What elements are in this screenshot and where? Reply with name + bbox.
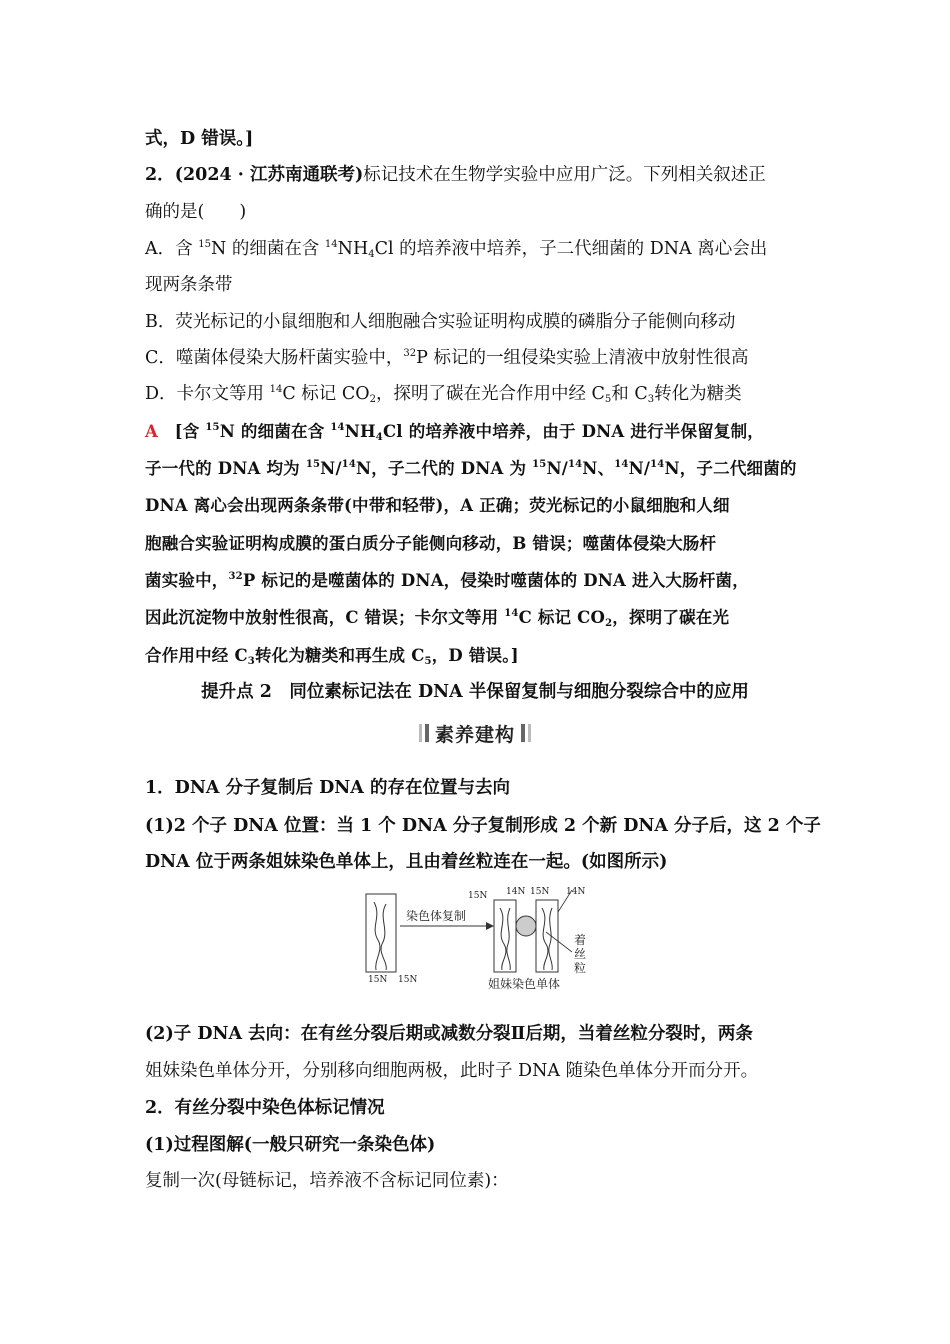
answer-line-7 <box>145 644 810 668</box>
option-c <box>145 346 810 370</box>
pointer-line <box>546 932 572 952</box>
heading-text: 1．DNA 分子复制后 DNA 的存在位置与去向 <box>145 778 510 798</box>
text-line <box>145 127 810 151</box>
superscript: 15 <box>198 239 211 250</box>
answer-text: 菌实验中， <box>145 571 229 590</box>
heading-text: 提升点 2 同位素标记法在 DNA 半保留复制与细胞分裂综合中的应用 <box>201 682 749 702</box>
chromosome-replication-figure <box>360 882 600 994</box>
option-a-line-1 <box>145 237 810 261</box>
answer-text: ，探明了碳在光 <box>612 608 730 627</box>
superscript: 14 <box>504 608 519 619</box>
sister-chromatid-label: 姐妹染色单体 <box>488 977 561 991</box>
label-15n: 15N <box>368 975 388 985</box>
figure-svg <box>360 882 600 994</box>
centromere-label: 丝 <box>574 947 587 961</box>
option-text: P 标记的一组侵染实验上清液中放射性很高 <box>416 348 749 368</box>
paragraph-text: DNA 位于两条姐妹染色单体上，且由着丝粒连在一起。(如图所示) <box>145 852 668 872</box>
answer-text: ，D 错误。] <box>431 646 519 665</box>
dna-strand <box>500 908 506 970</box>
answer-text: Cl 的培养液中培养，由于 DNA 进行半保留复制， <box>382 422 764 441</box>
paragraph-text: (1)2 个子 DNA 位置：当 1 个 DNA 分子复制形成 2 个新 DNA 分子后，这 2 个子 <box>145 816 821 836</box>
subscript: 2 <box>605 618 613 629</box>
question-text: 标记技术在生物学实验中应用广泛。下列相关叙述正 <box>363 165 766 185</box>
option-text: 转化为糖类 <box>654 384 742 404</box>
paragraph-text: 复制一次(母链标记，培养液不含标记同位素)： <box>145 1171 509 1191</box>
answer-text: 合作用中经 C <box>145 646 248 665</box>
answer-text: 因此沉淀物中放射性很高，C 错误；卡尔文等用 <box>145 608 505 627</box>
superscript: 15 <box>532 459 547 470</box>
paragraph-line <box>145 1059 810 1083</box>
answer-text: N 的细菌在含 <box>219 422 331 441</box>
answer-line-2 <box>145 457 810 481</box>
option-text: 和 C <box>611 384 648 404</box>
top-label-14n: 14N <box>566 887 586 897</box>
answer-letter: A <box>145 422 159 441</box>
option-a-line-2 <box>145 273 810 297</box>
option-text: NH <box>337 239 369 259</box>
subscript: 5 <box>604 394 612 405</box>
superscript: 15 <box>305 459 321 470</box>
option-text: D．卡尔文等用 <box>145 384 270 404</box>
option-text: ，探明了碳在光合作用中经 C <box>375 384 605 404</box>
dna-strand <box>542 908 548 970</box>
parent-chromosome-box <box>366 894 396 972</box>
superscript: 32 <box>228 571 243 582</box>
section-banner <box>405 718 545 748</box>
banner-title: 素养建构 <box>434 723 515 746</box>
continuation-text: 式，D 错误。] <box>145 129 254 149</box>
option-text: Cl 的培养液中培养，子二代细菌的 DNA 离心会出 <box>374 239 768 259</box>
subscript: 4 <box>375 432 383 443</box>
option-text: C 标记 CO <box>282 384 370 404</box>
option-text: C．噬菌体侵染大肠杆菌实验中， <box>145 348 404 368</box>
paragraph-text: (2)子 DNA 去向：在有丝分裂后期或减数分裂Ⅱ后期，当着丝粒分裂时，两条 <box>145 1024 753 1044</box>
answer-line-6 <box>145 606 810 630</box>
subscript: 5 <box>424 656 432 667</box>
superscript: 32 <box>403 348 417 359</box>
subscript: 3 <box>647 394 655 405</box>
subscript: 3 <box>247 656 255 667</box>
option-b <box>145 310 810 334</box>
paragraph-line <box>145 814 821 838</box>
paragraph-line <box>145 1133 810 1157</box>
answer-text: N/ <box>628 459 651 478</box>
banner-right-decoration <box>521 724 531 742</box>
answer-line-1 <box>145 420 810 444</box>
question-number: 2． <box>145 165 175 185</box>
top-label-15n: 15N <box>468 891 488 901</box>
banner-left-decoration <box>419 724 429 742</box>
dna-strand <box>374 902 380 970</box>
superscript: 14 <box>614 459 629 470</box>
superscript: 14 <box>341 459 356 470</box>
top-label-14n: 14N <box>506 887 526 897</box>
option-text: 现两条条带 <box>145 275 233 295</box>
superscript: 14 <box>330 422 345 433</box>
answer-text: N，子二代细菌的 <box>664 459 797 478</box>
subscript: 2 <box>369 394 376 405</box>
subsection-heading-2 <box>145 1096 810 1120</box>
answer-line-4 <box>145 532 810 556</box>
arrow-head <box>486 922 494 930</box>
centromere-label: 着 <box>574 933 587 947</box>
sister-chromatid-right <box>536 900 558 972</box>
question-source: (2024 · 江苏南通联考) <box>174 165 364 185</box>
superscript: 14 <box>650 459 665 470</box>
paragraph-line <box>145 850 810 874</box>
answer-text: P 标记的是噬菌体的 DNA，侵染时噬菌体的 DNA 进入大肠杆菌， <box>242 571 749 590</box>
subsection-heading-1 <box>145 776 810 800</box>
answer-text: DNA 离心会出现两条条带(中带和轻带)，A 正确；荧光标记的小鼠细胞和人细 <box>145 496 730 515</box>
answer-text: 子一代的 DNA 均为 <box>145 459 306 478</box>
paragraph-text: (1)过程图解(一般只研究一条染色体) <box>145 1135 436 1155</box>
superscript: 15 <box>205 422 220 433</box>
option-text: A．含 <box>145 239 199 259</box>
superscript: 14 <box>324 239 338 250</box>
dna-strand <box>381 904 386 970</box>
paragraph-text: 姐妹染色单体分开，分别移向细胞两极，此时子 DNA 随染色单体分开而分开。 <box>145 1061 759 1081</box>
option-d <box>145 382 810 406</box>
answer-text: [含 <box>158 422 206 441</box>
answer-line-3 <box>145 494 810 518</box>
top-label-15n: 15N <box>530 887 550 897</box>
arrow-label: 染色体复制 <box>406 909 467 923</box>
section-heading <box>0 680 950 704</box>
answer-text: N/ <box>546 459 568 478</box>
answer-text: N，子二代的 DNA 为 <box>356 459 533 478</box>
answer-text: N/ <box>320 459 342 478</box>
dna-strand <box>507 908 510 970</box>
question-2-line-2 <box>145 200 810 224</box>
question-text: 确的是( ) <box>145 202 247 222</box>
answer-text: 转化为糖类和再生成 C <box>254 646 425 665</box>
centromere-label: 粒 <box>574 961 587 975</box>
option-text: B．荧光标记的小鼠细胞和人细胞融合实验证明构成膜的磷脂分子能侧向移动 <box>145 312 736 332</box>
sister-chromatid-left <box>494 900 516 972</box>
paragraph-line <box>145 1169 810 1193</box>
heading-text: 2．有丝分裂中染色体标记情况 <box>145 1098 385 1118</box>
answer-text: C 标记 CO <box>518 608 606 627</box>
superscript: 14 <box>269 384 283 395</box>
paragraph-line <box>145 1022 810 1046</box>
answer-text: 胞融合实验证明构成膜的蛋白质分子能侧向移动，B 错误；噬菌体侵染大肠杆 <box>145 534 717 553</box>
question-2-line-1 <box>145 163 810 187</box>
label-15n: 15N <box>398 975 418 985</box>
option-text: N 的细菌在含 <box>210 239 325 259</box>
subscript: 4 <box>368 249 375 260</box>
answer-text: NH <box>344 422 376 441</box>
centromere-circle <box>516 916 536 936</box>
superscript: 14 <box>567 459 583 470</box>
answer-text: N、 <box>582 459 615 478</box>
answer-line-5 <box>145 569 810 593</box>
dna-strand <box>549 908 552 970</box>
